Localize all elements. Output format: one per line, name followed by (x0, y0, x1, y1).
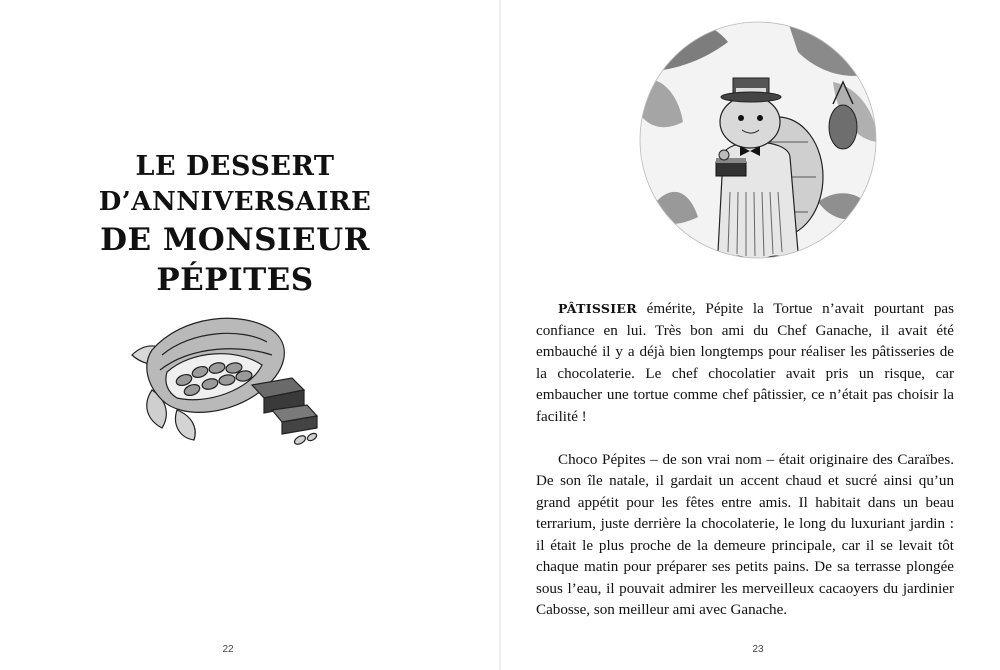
right-page (500, 0, 1000, 670)
title-line-1: LE DESSERT (135, 151, 335, 182)
chapter-title (20, 150, 450, 300)
turtle-pastry-chef-illustration-icon (638, 12, 878, 277)
paragraph-1-body: émérite, Pépite la Tortue n’avait pourtant pas confiance en lui. Très bon ami du Chef Ganache, il avait été embauché il y a déjà bien longtemps pour réaliser les pâtisseries de la chocolaterie. Le chef chocolatier avait pris un risque, car embaucher une tortue comme chef pâtissier, ce n’était pas choisir la facilité ! (536, 301, 954, 425)
title-line-3: DE MONSIEUR PÉPITES (100, 222, 370, 298)
page-number-left: 22 (222, 644, 234, 655)
page-number-right: 23 (752, 644, 764, 655)
paragraph-1-lead: PÂTISSIER (558, 301, 637, 316)
cocoa-pod-illustration-icon (122, 310, 332, 450)
paragraph-2: Choco Pépites – de son vrai nom – était originaire des Caraïbes. De son île natale, il gardait un accent chaud et sucré ainsi qu’un grand appétit pour les fêtes entre amis. Il habitait dans un beau terrarium, juste derrière la chocolaterie, le long du luxuriant jardin : il était le plus proche de la demeure principale, car il se levait tôt chaque matin pour préparer ses petits pains. De sa terrasse plongée sous l’eau, il pouvait admirer les merveilleux cacaoyers du jardinier Cabosse, son meilleur ami avec Ganache. (536, 451, 954, 618)
story-text (536, 298, 954, 622)
title-line-2: D’ANNIVERSAIRE (98, 187, 372, 217)
paragraph-1 (536, 298, 954, 428)
